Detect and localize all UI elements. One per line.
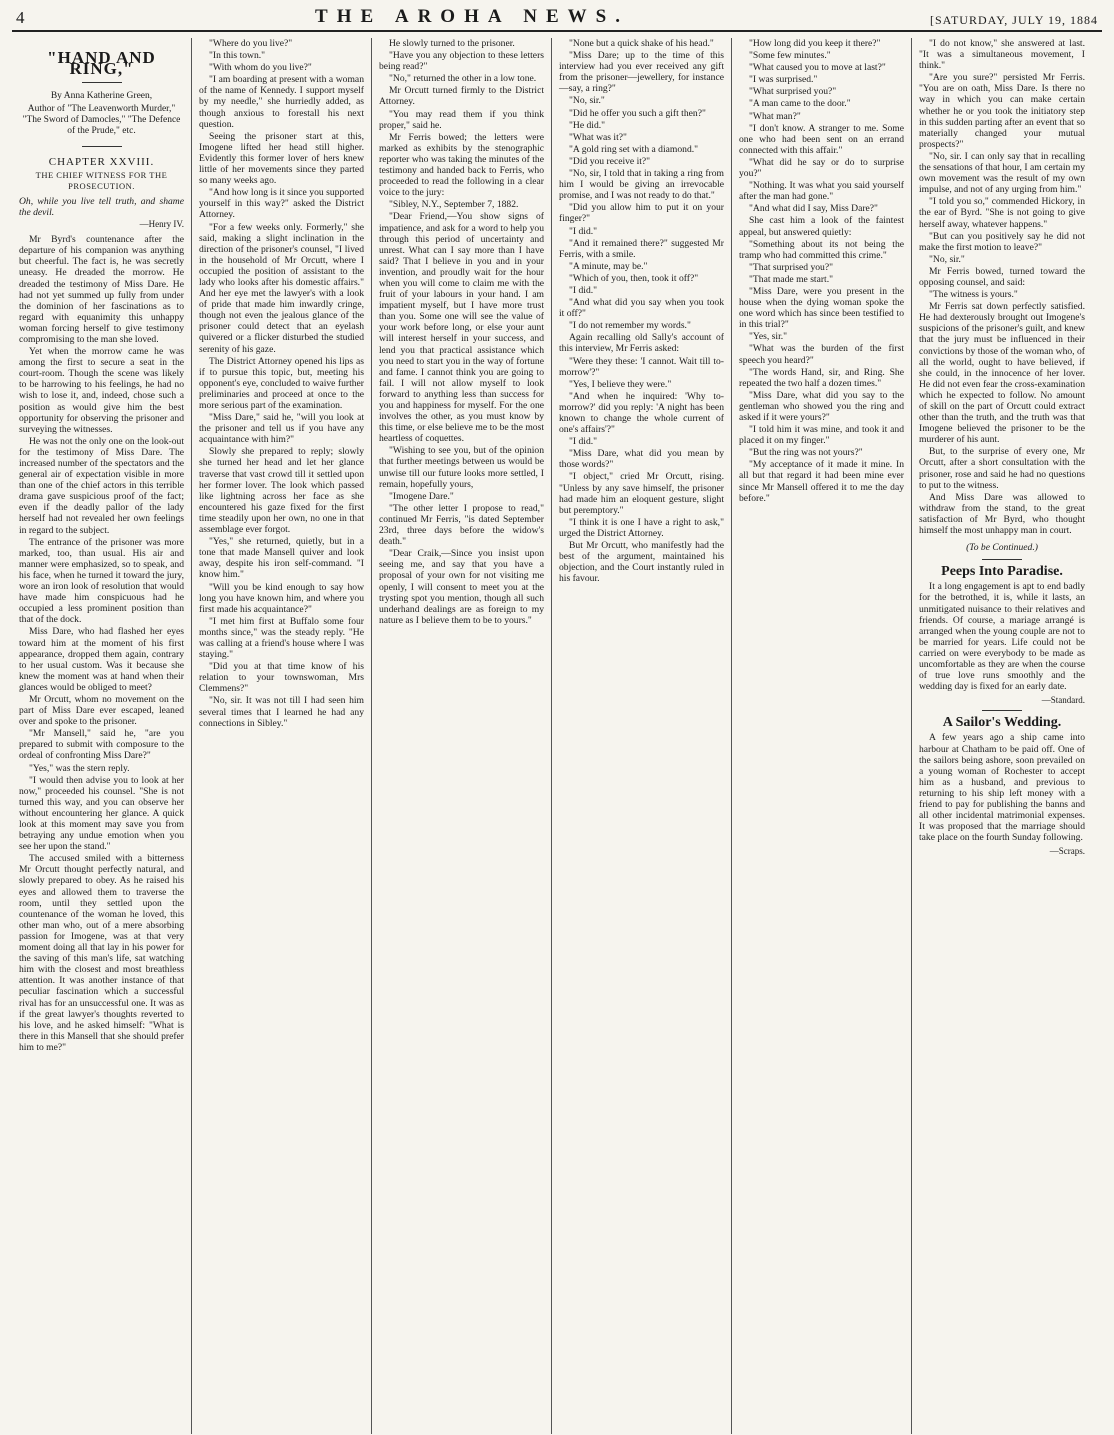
article-paragraph: "Miss Dare, what did you say to the gentleman who showed you the ring and asked if it were yours?"	[739, 389, 904, 423]
byline: By Anna Katherine Green,	[50, 91, 153, 102]
article-paragraph: She cast him a look of the faintest appeal, but answered quietly:	[739, 215, 904, 238]
sailor-title: A Sailor's Wedding.	[942, 715, 1062, 731]
article-paragraph: "No, sir. It was not till I had seen him several times that I learned he had any connections in Sibley."	[199, 695, 364, 729]
article-paragraph: "Something about its not being the tramp who had committed this crime."	[739, 238, 904, 261]
column-body	[739, 38, 904, 504]
epigraph-attribution: —Henry IV.	[139, 219, 184, 230]
article-paragraph: "Will you be kind enough to say how long you have known him, and where you first made his acquaintance?"	[199, 581, 364, 615]
article-paragraph: Miss Dare, who had flashed her eyes toward him at the moment of his first appearance, dropped them again, contrary to her usual custom. Was it because she knew the moment was at hand when their glances would be obliged to meet?	[19, 626, 184, 693]
article-paragraph: "I was surprised."	[749, 74, 818, 86]
article-paragraph: "He did."	[569, 119, 606, 131]
masthead	[12, 4, 1102, 32]
article-paragraph: "The other letter I propose to read," continued Mr Ferris, "is dated September 23rd, three days before the widow's death."	[379, 502, 544, 548]
article-paragraph: "What caused you to move at last?"	[749, 62, 886, 74]
article-paragraph: A few years ago a ship came into harbour at Chatham to be paid off. One of the sailors being ashore, soon prevailed on a young woman of Rochester to accept him as a husband, and previous to returning to his ship left money with a friend to pay for publishing the banns and all other incidental matrimonial expenses. It was proposed that the marriage should take place on the fourth Sunday following.	[919, 732, 1085, 844]
article-paragraph: "Miss Dare, were you present in the house when the dying woman spoke the one word which has since been testified to in this trial?"	[739, 285, 904, 331]
article-paragraph: "Miss Dare; up to the time of this interview had you ever received any gift from the prisoner—jewellery, for instance—say, a ring?"	[559, 50, 724, 95]
article-paragraph: "Did he offer you such a gift then?"	[569, 107, 706, 119]
article-paragraph: "And how long is it since you supported yourself in this way?" asked the District Attorney.	[199, 187, 364, 221]
peeps-credit: —Standard.	[1041, 695, 1085, 706]
article-paragraph: "Did you at that time know of his relation to your townswoman, Mrs Clemmens?"	[199, 661, 364, 695]
article-paragraph: "I do not know," she answered at last. "It was a simultaneous movement, I think."	[919, 38, 1085, 72]
title-rule	[82, 82, 122, 83]
column-3	[372, 38, 552, 1434]
column-4	[552, 38, 732, 1434]
article-paragraph: "I think it is one I have a right to ask," urged the District Attorney.	[559, 516, 724, 539]
article-paragraph: "I don't know. A stranger to me. Some one who had been sent on an errand connected with this affair."	[739, 122, 904, 156]
story-title: "HAND AND RING,"	[47, 48, 156, 79]
article-paragraph: "Wishing to see you, but of the opinion that further meetings between us would be unwise till our future looks more settled, I remain, hopefully yours,	[379, 445, 544, 490]
article-paragraph: "How long did you keep it there?"	[749, 38, 881, 49]
article-paragraph: Mr Byrd's countenance after the departure of his companion was anything but cheerful. The fact is, he was secretly uneasy. He dreaded the morrow. He dreaded the testimony of Miss Dare. He had not yet summed up fully from under the dominion of her fascinations as to regard with equanimity this unhappy woman forcing herself to give testimony compromising to the man she loved.	[19, 234, 184, 345]
sailor-body	[919, 732, 1085, 843]
article-paragraph: And Miss Dare was allowed to withdraw from the stand, to the great satisfaction of Mr Byrd, who thought himself the most unhappy man in court.	[919, 491, 1085, 537]
article-paragraph: "And when he inquired: 'Why to-morrow?' did you reply: 'A night has been known to change the whole current of one's affairs'?"	[559, 390, 724, 436]
continued-note: (To be Continued.)	[966, 542, 1038, 554]
article-paragraph: "Some few minutes."	[749, 50, 831, 62]
article-paragraph: "Are you sure?" persisted Mr Ferris. "You are on oath, Miss Dare. Is there no way in which you can make certain whether he or you took the initiatory step in this sudden parting after an event that so materially changed your mutual prospects?"	[919, 72, 1085, 150]
article-paragraph: "Did you allow him to put it on your finger?"	[559, 202, 724, 225]
article-paragraph: "My acceptance of it made it mine. In all but that regard it had been mine ever since Mr Mansell offered it to me the day before."	[739, 459, 904, 504]
article-paragraph: "What man?"	[749, 110, 801, 122]
article-paragraph: "That made me start."	[749, 273, 834, 285]
article-paragraph: Seeing the prisoner start at this, Imogene lifted her head still higher. Evidently this former lover of hers knew little of her movements since they parted so many weeks ago.	[199, 130, 364, 187]
article-paragraph: "I am boarding at present with a woman of the name of Kennedy. I support myself by my needle," she hurriedly added, as though anxious to forestall his next question.	[199, 74, 364, 130]
article-paragraph: "Where do you live?"	[209, 38, 293, 49]
article-paragraph: But, to the surprise of every one, Mr Orcutt, after a short consultation with the prisoner, rose and said he had no questions to put to the witness.	[919, 446, 1085, 491]
article-paragraph: But Mr Orcutt, who manifestly had the best of the argument, maintained his objection, and the Court instantly ruled in his favour.	[559, 540, 724, 585]
article-paragraph: The District Attorney opened his lips as if to pursue this topic, but, meeting his opponent's eye, concluded to waive further preliminaries and proceed at once to the more serious part of the examination.	[199, 355, 364, 411]
column-5	[732, 38, 912, 1434]
article-paragraph: Mr Ferris bowed; the letters were marked as exhibits by the stenographic reporter who was taking the minutes of the testimony and handed back to Ferris, who proceeded to read the following in a clear voice to the jury:	[379, 131, 544, 199]
article-paragraph: "The words Hand, sir, and Ring. She repeated the two half a dozen times."	[739, 366, 904, 389]
page-number: 4	[16, 8, 25, 27]
article-paragraph: "Miss Dare, what did you mean by those words?"	[559, 448, 724, 471]
epigraph: Oh, while you live tell truth, and shame the devil.	[19, 195, 184, 218]
article-paragraph: "But can you positively say he did not make the first motion to leave?"	[919, 230, 1085, 253]
article-paragraph: "I told him it was mine, and took it and placed it on my finger."	[739, 424, 904, 447]
article-paragraph: "Yes," she returned, quietly, but in a tone that made Mansell quiver and look away, despite his iron self-command. "I know him."	[199, 536, 364, 581]
article-paragraph: "Dear Friend,—You show signs of impatience, and ask for a word to help you through this period of uncertainty and unrest. What can I say more than I have said? That I believe in you and in your invention, and proudly wait for the hour when you will come to claim me with the fruit of your labours in your hand. I am impatient myself, but I have more trust than you. Some one will see the value of your work before long, or else your aunt will interest herself in your success, and lend you that practical assistance which you need to start you in the way of fortune and fame. I cannot think you are going to fail. I will not allow myself to look forward to anything less than success for you and happiness for myself. For the one involves the other, as you must know by this time, or else believe me to be the most heartless of coquettes.	[379, 211, 544, 445]
article-paragraph: The accused smiled with a bitterness Mr Orcutt thought perfectly natural, and slowly prepared to obey. As he raised his eyes and allowed them to traverse the room, until they settled upon the countenance of the woman he loved, this other man who, out of a mere absorbing passion for Imogene, was at that very moment doing all that lay in his power for the saving of this man's life, sat watching him with the closest and most breathless attention. It was another instance of that peculiar fascination which a successful rival has for an unsuccessful one. It was as if the great lawyer's thoughts reverted to his love, and he asked himself: "What is there in this Mansell that she should prefer him to me?"	[19, 853, 184, 1053]
article-paragraph: "Did you receive it?"	[569, 155, 651, 167]
byline-rule	[82, 146, 122, 147]
chapter-subtitle: THE CHIEF WITNESS FOR THE PROSECUTION.	[35, 169, 168, 191]
column-body	[559, 38, 724, 584]
article-paragraph: "What was it?"	[569, 131, 627, 143]
article-paragraph: "In this town."	[209, 50, 266, 62]
article-paragraph: "I do not remember my words."	[569, 320, 691, 332]
article-paragraph: "None but a quick shake of his head."	[569, 38, 714, 49]
article-paragraph: "For a few weeks only. Formerly," she said, making a slight inclination in the direction of the prisoner's counsel, "I lived in the household of Mr Orcutt, where I occupied the position of assistant to the lady who looks after his domestic affairs." And her eye met the lawyer's with a look of pride that made him inwardly cringe, though not even the jealous glance of the prisoner could detect that an eyelash quivered or a flicker disturbed the studied serenity of his gaze.	[199, 221, 364, 355]
article-paragraph: Again recalling old Sally's account of this interview, Mr Ferris asked:	[559, 332, 724, 355]
article-paragraph: "Dear Craik,—Since you insist upon seeing me, and say that you have a proposal of your own for not visiting me openly, I will consent to meet you at the trysting spot you mention, though all such underhand dealings are as foreign to my nature as I believe them to be to yours."	[379, 548, 544, 626]
article-paragraph: "What was the burden of the first speech you heard?"	[739, 343, 904, 366]
article-paragraph: "Yes, I believe they were."	[569, 378, 672, 390]
article-paragraph: "No, sir."	[569, 95, 605, 107]
article-paragraph: The entrance of the prisoner was more marked, too, than usual. His air and manner were emphasized, so to speak, and his face, when he turned it toward the jury, wore an iron look of resolution that would have made him conspicuous had he occupied a less prominent position than that of the dock.	[19, 536, 184, 626]
chapter-heading: CHAPTER XXVIII.	[48, 155, 155, 168]
article-paragraph: "No, sir, I told that in taking a ring from him I would be giving an irrevocable promise, and I was not ready to do that."	[559, 168, 724, 202]
article-paragraph: Slowly she prepared to reply; slowly she turned her head and let her glance traverse that vast crowd till it settled upon her former lover. The look which passed like lightning across her face as she encountered his gaze fixed for the first time steadily upon her own, no one in that assemblage ever forgot.	[199, 446, 364, 536]
peeps-body	[919, 581, 1085, 692]
column-2	[192, 38, 372, 1434]
article-paragraph: "I told you so," commended Hickory, in the ear of Byrd. "She is not going to give herself away, whatever happens."	[919, 196, 1085, 230]
paper-name: THE AROHA NEWS.	[315, 6, 629, 27]
article-paragraph: He was not the only one on the look-out for the testimony of Miss Dare. The increased number of the spectators and the general air of expectation visible in more than one of the chief actors in this terrible drama gave suspicious proof of the fact; even if the deadly pallor of the lady herself had not revealed her own feelings in regard to the subject.	[19, 435, 184, 536]
article-paragraph: Mr Ferris sat down perfectly satisfied. He had dexterously brought out Imogene's suspicions of the prisoner's guilt, and knew that the jury must be influenced in their convictions by those of the woman who, of all the world, ought to have believed, if she could, in the innocence of her lover. He did not even fear the cross-examination which he expected to follow. No amount of skill on the part of Orcutt could extract other than the truth, and the truth was that Imogene believed the prisoner to be the murderer of his aunt.	[919, 301, 1085, 446]
article-paragraph: "And it remained there?" suggested Mr Ferris, with a smile.	[559, 237, 724, 260]
column-body	[199, 38, 364, 729]
article-paragraph: "That surprised you?"	[749, 261, 834, 273]
peeps-title: Peeps Into Paradise.	[941, 564, 1063, 580]
article-paragraph: "I did."	[569, 284, 598, 296]
column-body	[19, 234, 184, 1053]
article-paragraph: "A minute, may be."	[569, 260, 648, 272]
article-paragraph: "Imogene Dare."	[389, 490, 454, 502]
article-paragraph: Mr Orcutt turned firmly to the District Attorney.	[379, 85, 544, 108]
column-body	[919, 38, 1085, 536]
section-rule	[982, 710, 1022, 711]
article-paragraph: "A man came to the door."	[749, 98, 851, 110]
article-paragraph: Yet when the morrow came he was among the first to secure a seat in the court-room. Though the scene was likely to be harrowing to his feelings, he had no wish to lose it, and, indeed, chose such a position as would give him the best opportunity for observing the prisoner and surveying the witnesses.	[19, 346, 184, 435]
article-paragraph: Mr Orcutt, whom no movement on the part of Miss Dare ever escaped, leaned over and spoke to the prisoner.	[19, 693, 184, 728]
article-paragraph: "Nothing. It was what you said yourself after the man had gone."	[739, 180, 904, 203]
article-paragraph: "With whom do you live?"	[209, 62, 312, 74]
article-paragraph: "I met him first at Buffalo some four months since," was the steady reply. "He was calling at a friend's house where I was staying."	[199, 615, 364, 661]
article-paragraph: "I would then advise you to look at her now," proceeded his counsel. "She is not turned this way, and you can observe her without encountering her glance. A quick look at this moment may save you from betraying any undue emotion when you see her upon the stand."	[19, 774, 184, 853]
section-rule	[982, 559, 1022, 560]
article-paragraph: "I object," cried Mr Orcutt, rising. "Unless by any save himself, the prisoner had made him an eloquent gesture, slight but peremptory."	[559, 471, 724, 516]
column-6	[912, 38, 1092, 1434]
column-body	[379, 38, 544, 626]
author-note: Author of "The Leavenworth Murder," "The Sword of Damocles," "The Defence of the Prude," etc.	[22, 104, 181, 137]
article-paragraph: "Yes, sir."	[749, 331, 788, 343]
article-paragraph: "The witness is yours."	[929, 289, 1018, 301]
article-paragraph: "You may read them if you think proper," said he.	[379, 108, 544, 131]
article-paragraph: It a long engagement is apt to end badly for the betrothed, it is, while it lasts, an unmitigated nuisance to their relatives and friends. Of course, a mariage arrangé is arranged when the young couple are not to be married for years. Life could not be carried on were everybody to be made as uncomfortable as they are when the course of true love runs smoothly and the wedding day is fixed for an early date.	[919, 581, 1085, 693]
article-paragraph: "No, sir."	[929, 253, 965, 265]
article-paragraph: "I did."	[569, 436, 598, 448]
column-1	[12, 38, 192, 1434]
article-paragraph: "But the ring was not yours?"	[749, 447, 863, 459]
article-paragraph: "What did he say or do to surprise you?"	[739, 156, 904, 180]
article-paragraph: "Yes," was the stern reply.	[29, 762, 130, 774]
article-paragraph: "What surprised you?"	[749, 86, 837, 98]
article-paragraph: "Mr Mansell," said he, "are you prepared to submit with composure to the ordeal of confronting Miss Dare?"	[19, 728, 184, 762]
article-paragraph: "Sibley, N.Y., September 7, 1882.	[389, 199, 519, 211]
article-paragraph: "Miss Dare," said he, "will you look at the prisoner and tell us if you have any acquaintance with him?"	[199, 412, 364, 446]
article-paragraph: "A gold ring set with a diamond."	[569, 143, 699, 155]
article-paragraph: Mr Ferris bowed, turned toward the opposing counsel, and said:	[919, 265, 1085, 288]
article-paragraph: "No," returned the other in a low tone.	[389, 73, 537, 85]
article-paragraph: He slowly turned to the prisoner.	[389, 38, 515, 49]
article-paragraph: "Which of you, then, took it off?"	[569, 272, 699, 284]
article-paragraph: "And what did you say when you took it off?"	[559, 297, 724, 320]
sailor-credit: —Scraps.	[1049, 846, 1085, 857]
article-paragraph: "No, sir. I can only say that in recalling the sensations of that hour, I am certain my own movement was the result of my own impulse, and not of any urging from him."	[919, 150, 1085, 196]
article-paragraph: "I did."	[569, 225, 598, 237]
issue-date: [SATURDAY, JULY 19, 1884	[929, 13, 1098, 27]
article-paragraph: "And what did I say, Miss Dare?"	[749, 203, 878, 215]
article-paragraph: "Were they these: 'I cannot. Wait till to-morrow'?"	[559, 355, 724, 378]
article-paragraph: "Have you any objection to these letters being read?"	[379, 50, 544, 73]
columns	[12, 38, 1102, 1434]
